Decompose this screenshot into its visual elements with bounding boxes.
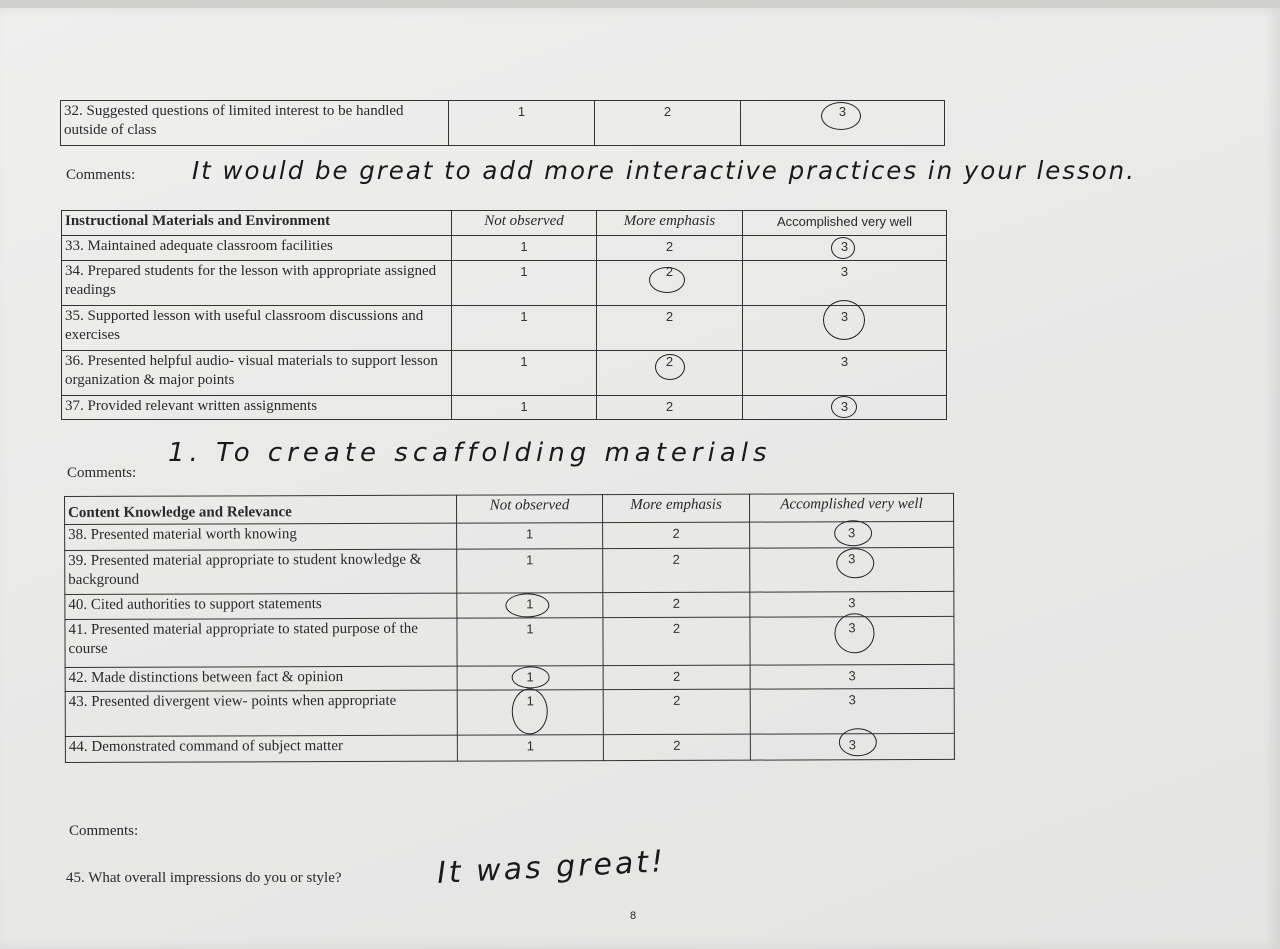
section-title: Content Knowledge and Relevance: [65, 495, 457, 524]
rating-cell-2: 2: [597, 236, 743, 261]
row-label: 43. Presented divergent view- points when appropriate: [65, 690, 457, 736]
rating-cell-3: 3: [743, 306, 947, 351]
rating-cell-2: 2: [603, 665, 750, 690]
table-row: [65, 688, 954, 736]
rating-cell-3: 3: [750, 733, 954, 760]
row-label: 44. Demonstrated command of subject matter: [65, 735, 457, 762]
handwritten-comment-1: It would be great to add more interactive practices in your lesson.: [192, 156, 1136, 185]
rating-cell-2: 2: [597, 396, 743, 420]
rating-cell-3: 3: [750, 521, 954, 548]
page-number: 8: [630, 910, 637, 922]
row-label: 35. Supported lesson with useful classroom discussions and exercises: [62, 306, 452, 351]
rating-cell-1: 1: [457, 618, 603, 667]
rating-cell-1: 1: [452, 306, 597, 351]
table-row: [62, 261, 947, 306]
rating-cell-3: 3: [743, 396, 947, 420]
table-row: [62, 351, 947, 396]
row-label: 41. Presented material appropriate to stated purpose of the course: [65, 618, 457, 667]
column-more-emphasis: More emphasis: [602, 494, 749, 523]
rating-cell-3: 3: [750, 688, 954, 734]
rating-cell-3: 3: [750, 664, 954, 689]
column-not-observed: Not observed: [456, 495, 602, 524]
rating-cell-2: 2: [603, 522, 750, 549]
rating-cell-2: 2: [597, 351, 743, 396]
column-not-observed: Not observed: [452, 211, 597, 236]
column-accomplished: Accomplished very well: [743, 211, 947, 236]
rating-cell-1: 1: [457, 690, 603, 736]
rating-cell-1: 1: [449, 101, 595, 146]
table-header-row: [62, 211, 947, 236]
table-row: [65, 733, 954, 762]
table-row: [65, 664, 954, 691]
table-row: [65, 547, 954, 594]
rating-cell-2: 2: [597, 306, 743, 351]
table-row: [65, 616, 954, 667]
rating-cell-3: 3: [750, 591, 954, 617]
table-instructional-materials: [61, 210, 947, 420]
table-row: [62, 306, 947, 351]
rating-cell-1: 1: [457, 549, 603, 594]
rating-cell-2: 2: [595, 101, 741, 146]
comments-label-1: Comments:: [66, 167, 136, 183]
rating-cell-3: 3: [741, 101, 945, 146]
rating-cell-3: 3: [743, 351, 947, 396]
rating-cell-1: 1: [457, 735, 603, 762]
comments-label-2: Comments:: [67, 465, 137, 481]
form-page: [0, 8, 1280, 949]
handwritten-answer-45: It was great!: [436, 844, 667, 891]
rating-cell-2: 2: [603, 689, 750, 735]
handwritten-comment-2: 1. To create scaffolding materials: [168, 438, 772, 468]
row-label: 32. Suggested questions of limited interest to be handled outside of class: [61, 101, 449, 146]
row-label: 33. Maintained adequate classroom facilities: [62, 236, 452, 261]
section-title: Instructional Materials and Environment: [62, 211, 452, 236]
rating-cell-2: 2: [597, 261, 743, 306]
row-label: 38. Presented material worth knowing: [65, 523, 457, 550]
row-label: 37. Provided relevant written assignments: [62, 396, 452, 420]
table-row: [62, 396, 947, 420]
rating-cell-3: 3: [750, 547, 954, 592]
column-more-emphasis: More emphasis: [597, 211, 743, 236]
rating-cell-1: 1: [452, 396, 597, 420]
table-row: [65, 521, 954, 550]
rating-cell-1: 1: [457, 593, 603, 619]
rating-cell-2: 2: [603, 734, 750, 761]
rating-cell-1: 1: [457, 666, 603, 691]
table-row: [62, 236, 947, 261]
row-label: 34. Prepared students for the lesson with appropriate assigned readings: [62, 261, 452, 306]
table-row: [65, 591, 954, 619]
row-label: 42. Made distinctions between fact & opinion: [65, 666, 457, 691]
rating-cell-3: 3: [743, 236, 947, 261]
rating-cell-3: 3: [743, 261, 947, 306]
rating-cell-2: 2: [603, 617, 750, 666]
comments-label-3: Comments:: [69, 823, 139, 839]
rating-cell-1: 1: [452, 236, 597, 261]
rating-cell-2: 2: [603, 548, 750, 593]
rating-cell-2: 2: [603, 592, 750, 618]
column-accomplished: Accomplished very well: [749, 493, 953, 522]
rating-cell-3: 3: [750, 616, 954, 665]
rating-cell-1: 1: [457, 523, 603, 550]
rating-cell-1: 1: [452, 351, 597, 396]
rating-cell-1: 1: [452, 261, 597, 306]
row-label: 39. Presented material appropriate to student knowledge & background: [65, 549, 457, 594]
table-row: [61, 101, 945, 146]
row-label: 36. Presented helpful audio- visual materials to support lesson organization & major points: [62, 351, 452, 396]
question-45-label: 45. What overall impressions do you or style?: [66, 870, 342, 886]
table-header-row: [65, 493, 954, 524]
table-item-32: [60, 100, 945, 146]
row-label: 40. Cited authorities to support statements: [65, 593, 457, 619]
table-content-knowledge: [64, 493, 955, 763]
